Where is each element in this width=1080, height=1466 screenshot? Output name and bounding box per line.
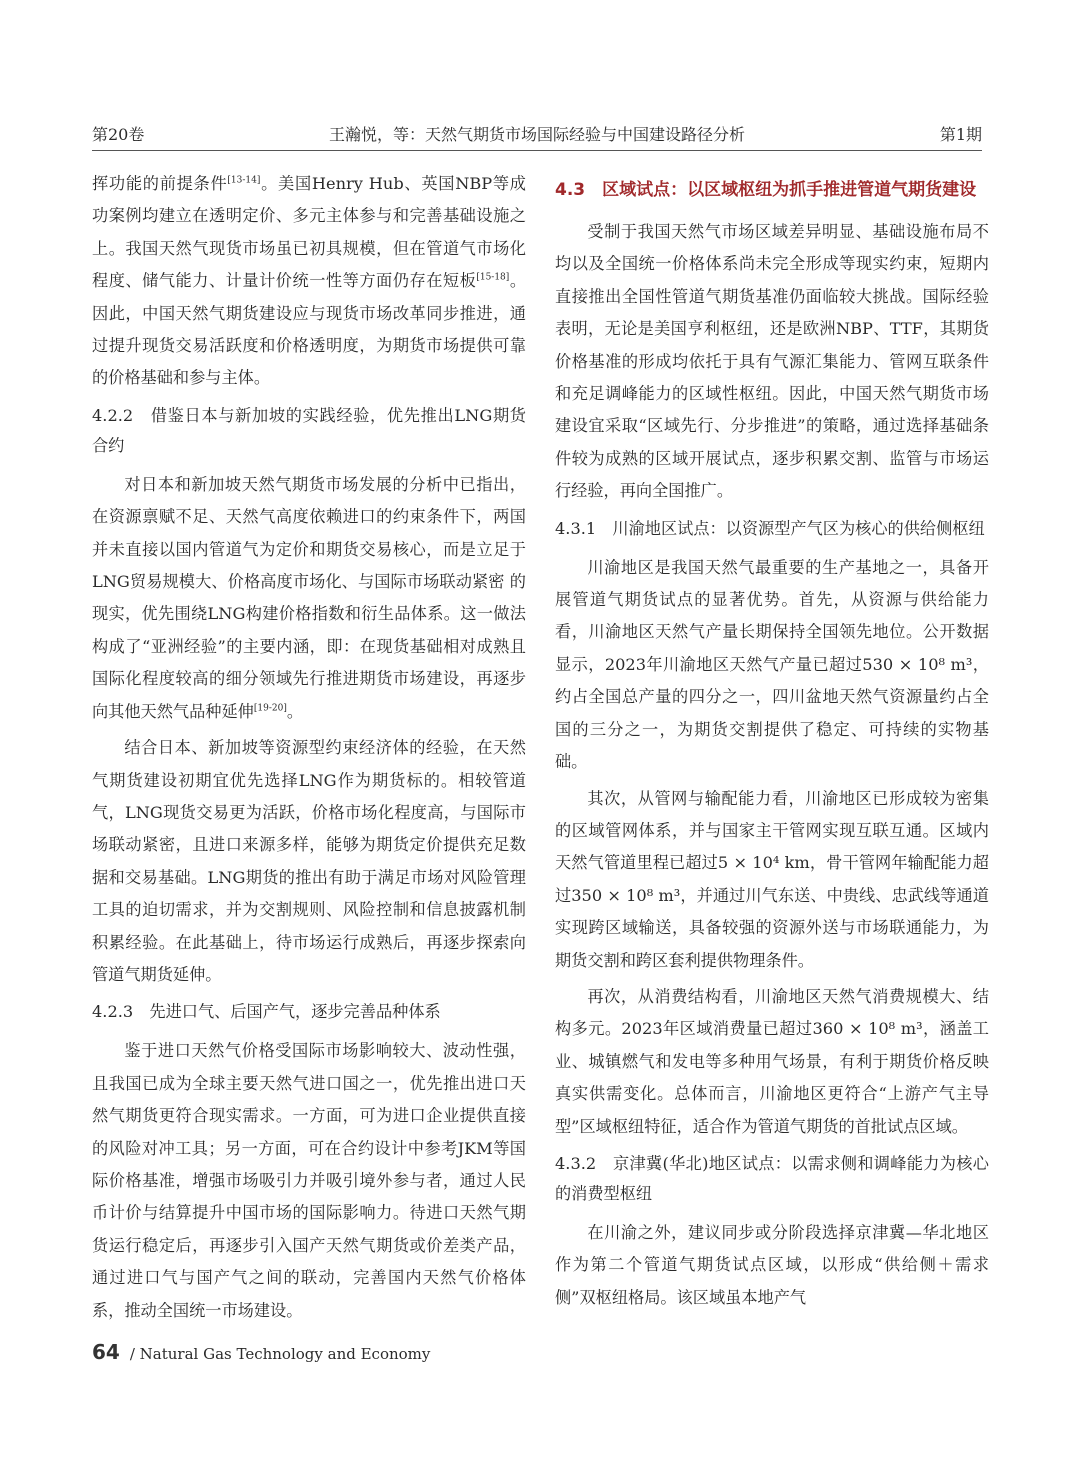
section-heading-4-3: 4.3 区域试点：以区域枢纽为抓手推进管道气期货建设 bbox=[555, 180, 977, 200]
paragraph: 再次，从消费结构看，川渝地区天然气消费规模大、结构多元。2023年区域消费量已超过360 × 10⁸ m³，涵盖工业、城镇燃气和发电等多种用气场景，有利于期货价格反映真实供需变化。总体而言，川渝地区更符合“上游产气主导型”区域枢纽特征，适合作为管道气期货的首批试点区域。 bbox=[555, 986, 989, 1136]
paragraph: 在川渝之外，建议同步或分阶段选择京津冀—华北地区作为第二个管道气期货试点区域，以形成“供给侧＋需求侧”双枢纽格局。该区域虽本地产气 bbox=[555, 1222, 989, 1307]
paragraph: 川渝地区是我国天然气最重要的生产基地之一，具备开展管道气期货试点的显著优势。首先，从资源与供给能力看，川渝地区天然气产量长期保持全国领先地位。公开数据显示，2023年川渝地区天然气产量已超过530 × 10⁸ m³，约占全国总产量的四分之一，四川盆地天然气资源量约占全国的三分之一，为期货交割提供了稳定、可持续的实物基础。 bbox=[555, 557, 989, 772]
paragraph: 受制于我国天然气市场区域差异明显、基础设施布局不均以及全国统一价格体系尚未完全形成等现实约束，短期内直接推出全国性管道气期货基准仍面临较大挑战。国际经验表明，无论是美国亨利枢纽，还是欧洲NBP、TTF，其期货价格基准的形成均依托于具有气源汇集能力、管网互联条件和充足调峰能力的区域性枢纽。因此，中国天然气期货市场建设宜采取“区域先行、分步推进”的策略，通过选择基础条件较为成熟的区域开展试点，逐步积累交割、监管与市场运行经验，再向全国推广。 bbox=[555, 222, 989, 501]
paragraph: 结合日本、新加坡等资源型约束经济体的经验，在天然气期货建设初期宜优先选择LNG作为期货标的。相较管道气，LNG现货交易更为活跃，价格市场化程度高，与国际市场联动紧密，且进口来源多样，能够为期货定价提供充足数据和交易基础。LNG期货的推出有助于满足市场对风险管理工具的迫切需求，并为交割规则、风险控制和信息披露机制积累经验。在此基础上，待市场运行成熟后，再逐步探索向管道气期货延伸。 bbox=[92, 738, 526, 984]
right-column bbox=[555, 168, 989, 1318]
page-footer bbox=[92, 1340, 430, 1364]
section-heading-4-3-2: 4.3.2 京津冀(华北)地区试点：以需求侧和调峰能力为核心的消费型枢纽 bbox=[555, 1153, 989, 1203]
page-number: 64 bbox=[92, 1340, 120, 1364]
paragraph: 鉴于进口天然气价格受国际市场影响较大、波动性强，且我国已成为全球主要天然气进口国之一，优先推出进口天然气期货更符合现实需求。一方面，可为进口企业提供直接的风险对冲工具；另一方面，可在合约设计中参考JKM等国际价格基准，增强市场吸引力并吸引境外参与者，通过人民币计价与结算提升中国市场的国际影响力。待进口天然气期货运行稳定后，再逐步引入国产天然气期货或价差类产品，通过进口气与国产气之间的联动，完善国内天然气价格体系，推动全国统一市场建设。 bbox=[92, 1041, 526, 1320]
citation: [13-14] bbox=[227, 175, 261, 186]
running-header bbox=[92, 113, 982, 145]
running-title: 王瀚悦，等：天然气期货市场国际经验与中国建设路径分析 bbox=[328, 125, 745, 144]
citation: [15-18] bbox=[476, 272, 510, 283]
section-heading-4-3-1: 4.3.1 川渝地区试点：以资源型产气区为核心的供给侧枢纽 bbox=[555, 518, 985, 538]
section-heading-4-2-3: 4.2.3 先进口气、后国产气，逐步完善品种体系 bbox=[92, 1002, 441, 1022]
section-heading-4-2-2: 4.2.2 借鉴日本与新加坡的实践经验，优先推出LNG期货合约 bbox=[92, 405, 526, 455]
paragraph: 对日本和新加坡天然气期货市场发展的分析中已指出，在资源禀赋不足、天然气高度依赖进口的约束条件下，两国并未直接以国内管道气为定价和期货交易核心，而是立足于LNG贸易规模大、价格高度市场化、与国际市场联动紧密 的现实，优先围绕LNG构建价格指数和衍生品体系。这一做法构成了“亚洲经验”的主要内涵，即：在现货基础相对成熟且国际化程度较高的细分领域先行推进期货市场建设，再逐步向其他天然气品种延伸[19-20]。 bbox=[92, 474, 526, 721]
paragraph: 挥功能的前提条件[13-14]。美国Henry Hub、英国NBP等成功案例均建立在透明定价、多元主体参与和完善基础设施之上。我国天然气现货市场虽已初具规模，但在管道气市场化程度、储气能力、计量计价统一性等方面仍存在短板[15-18]。因此，中国天然气期货建设应与现货市场改革同步推进，通过提升现货交易活跃度和价格透明度，为期货市场提供可靠的价格基础和参与主体。 bbox=[92, 174, 527, 388]
paragraph: 其次，从管网与输配能力看，川渝地区已形成较为密集的区域管网体系，并与国家主干管网实现互联互通。区域内天然气管道里程已超过5 × 10⁴ km，骨干管网年输配能力超过350 × 10⁸ m³，并通过川气东送、中贵线、忠武线等通道实现跨区域输送，具备较强的资源外送与市场联通能力，为期货交割和跨区套利提供物理条件。 bbox=[555, 788, 989, 970]
journal-name: / Natural Gas Technology and Economy bbox=[129, 1345, 431, 1363]
citation: [19-20] bbox=[253, 703, 287, 714]
volume-label: 第20卷 bbox=[92, 125, 145, 144]
header-rule bbox=[92, 150, 982, 151]
left-column bbox=[92, 168, 526, 1331]
issue-label: 第1期 bbox=[939, 125, 982, 144]
